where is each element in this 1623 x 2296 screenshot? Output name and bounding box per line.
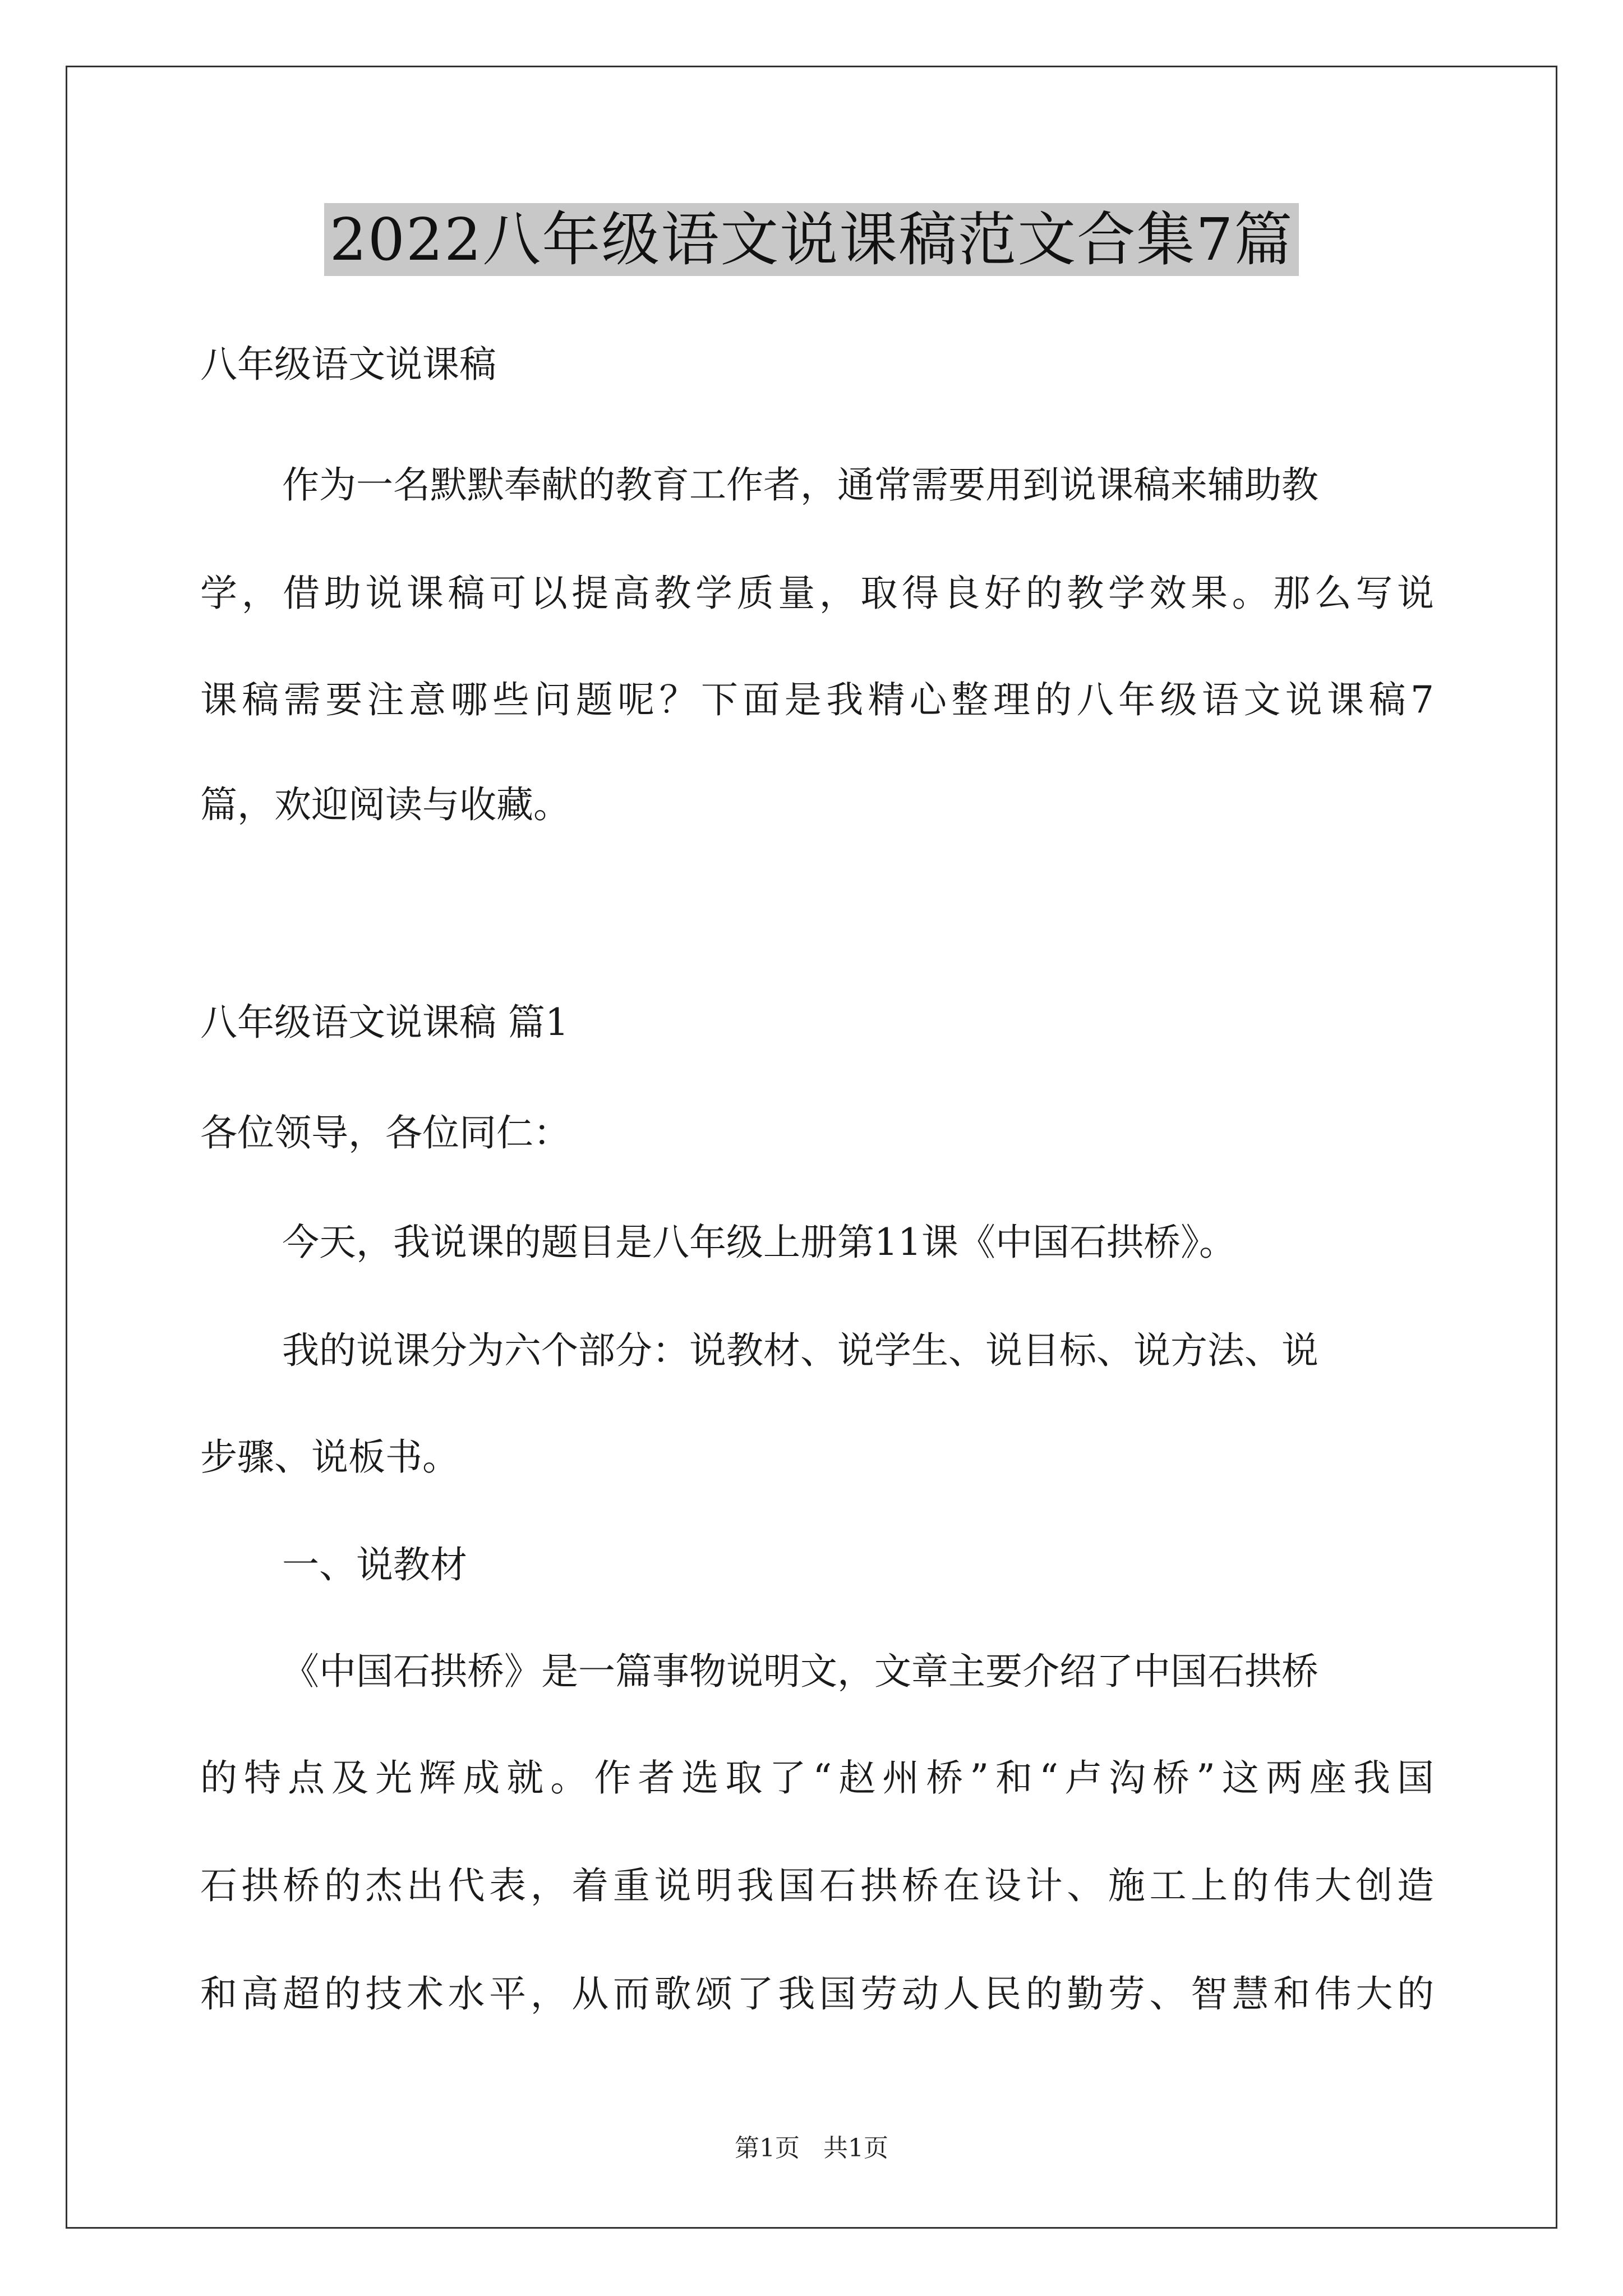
salutation: 各位领导，各位同仁： bbox=[200, 1111, 570, 1154]
title-container bbox=[0, 203, 1623, 276]
article-heading: 八年级语文说课稿 篇1 bbox=[200, 1001, 569, 1044]
subheading-textbook: 一、说教材 bbox=[282, 1543, 467, 1586]
document-title: 2022八年级语文说课稿范文合集7篇 bbox=[324, 203, 1299, 276]
paragraph-textbook-line-2: 的特点及光辉成就。作者选取了“赵州桥”和“卢沟桥”这两座我国 bbox=[200, 1756, 1434, 1800]
intro-line-3: 课稿需要注意哪些问题呢？下面是我精心整理的八年级语文说课稿7 bbox=[200, 678, 1434, 721]
paragraph-textbook-line-3: 石拱桥的杰出代表，着重说明我国石拱桥在设计、施工上的伟大创造 bbox=[200, 1864, 1434, 1907]
intro-line-4: 篇，欢迎阅读与收藏。 bbox=[200, 783, 570, 826]
paragraph-topic: 今天，我说课的题目是八年级上册第11课《中国石拱桥》。 bbox=[282, 1221, 1236, 1264]
section-heading: 八年级语文说课稿 bbox=[200, 343, 496, 386]
page-footer: 第1页 共1页 bbox=[735, 2134, 888, 2162]
paragraph-textbook-line-1: 《中国石拱桥》是一篇事物说明文，文章主要介绍了中国石拱桥 bbox=[282, 1650, 1318, 1693]
paragraph-parts-line-2: 步骤、说板书。 bbox=[200, 1435, 459, 1479]
intro-line-1: 作为一名默默奉献的教育工作者，通常需要用到说课稿来辅助教 bbox=[282, 463, 1318, 507]
paragraph-parts-line-1: 我的说课分为六个部分：说教材、说学生、说目标、说方法、说 bbox=[282, 1329, 1318, 1372]
paragraph-textbook-line-4: 和高超的技术水平，从而歌颂了我国劳动人民的勤劳、智慧和伟大的 bbox=[200, 1972, 1434, 2016]
intro-line-2: 学，借助说课稿可以提高教学质量，取得良好的教学效果。那么写说 bbox=[200, 572, 1434, 615]
